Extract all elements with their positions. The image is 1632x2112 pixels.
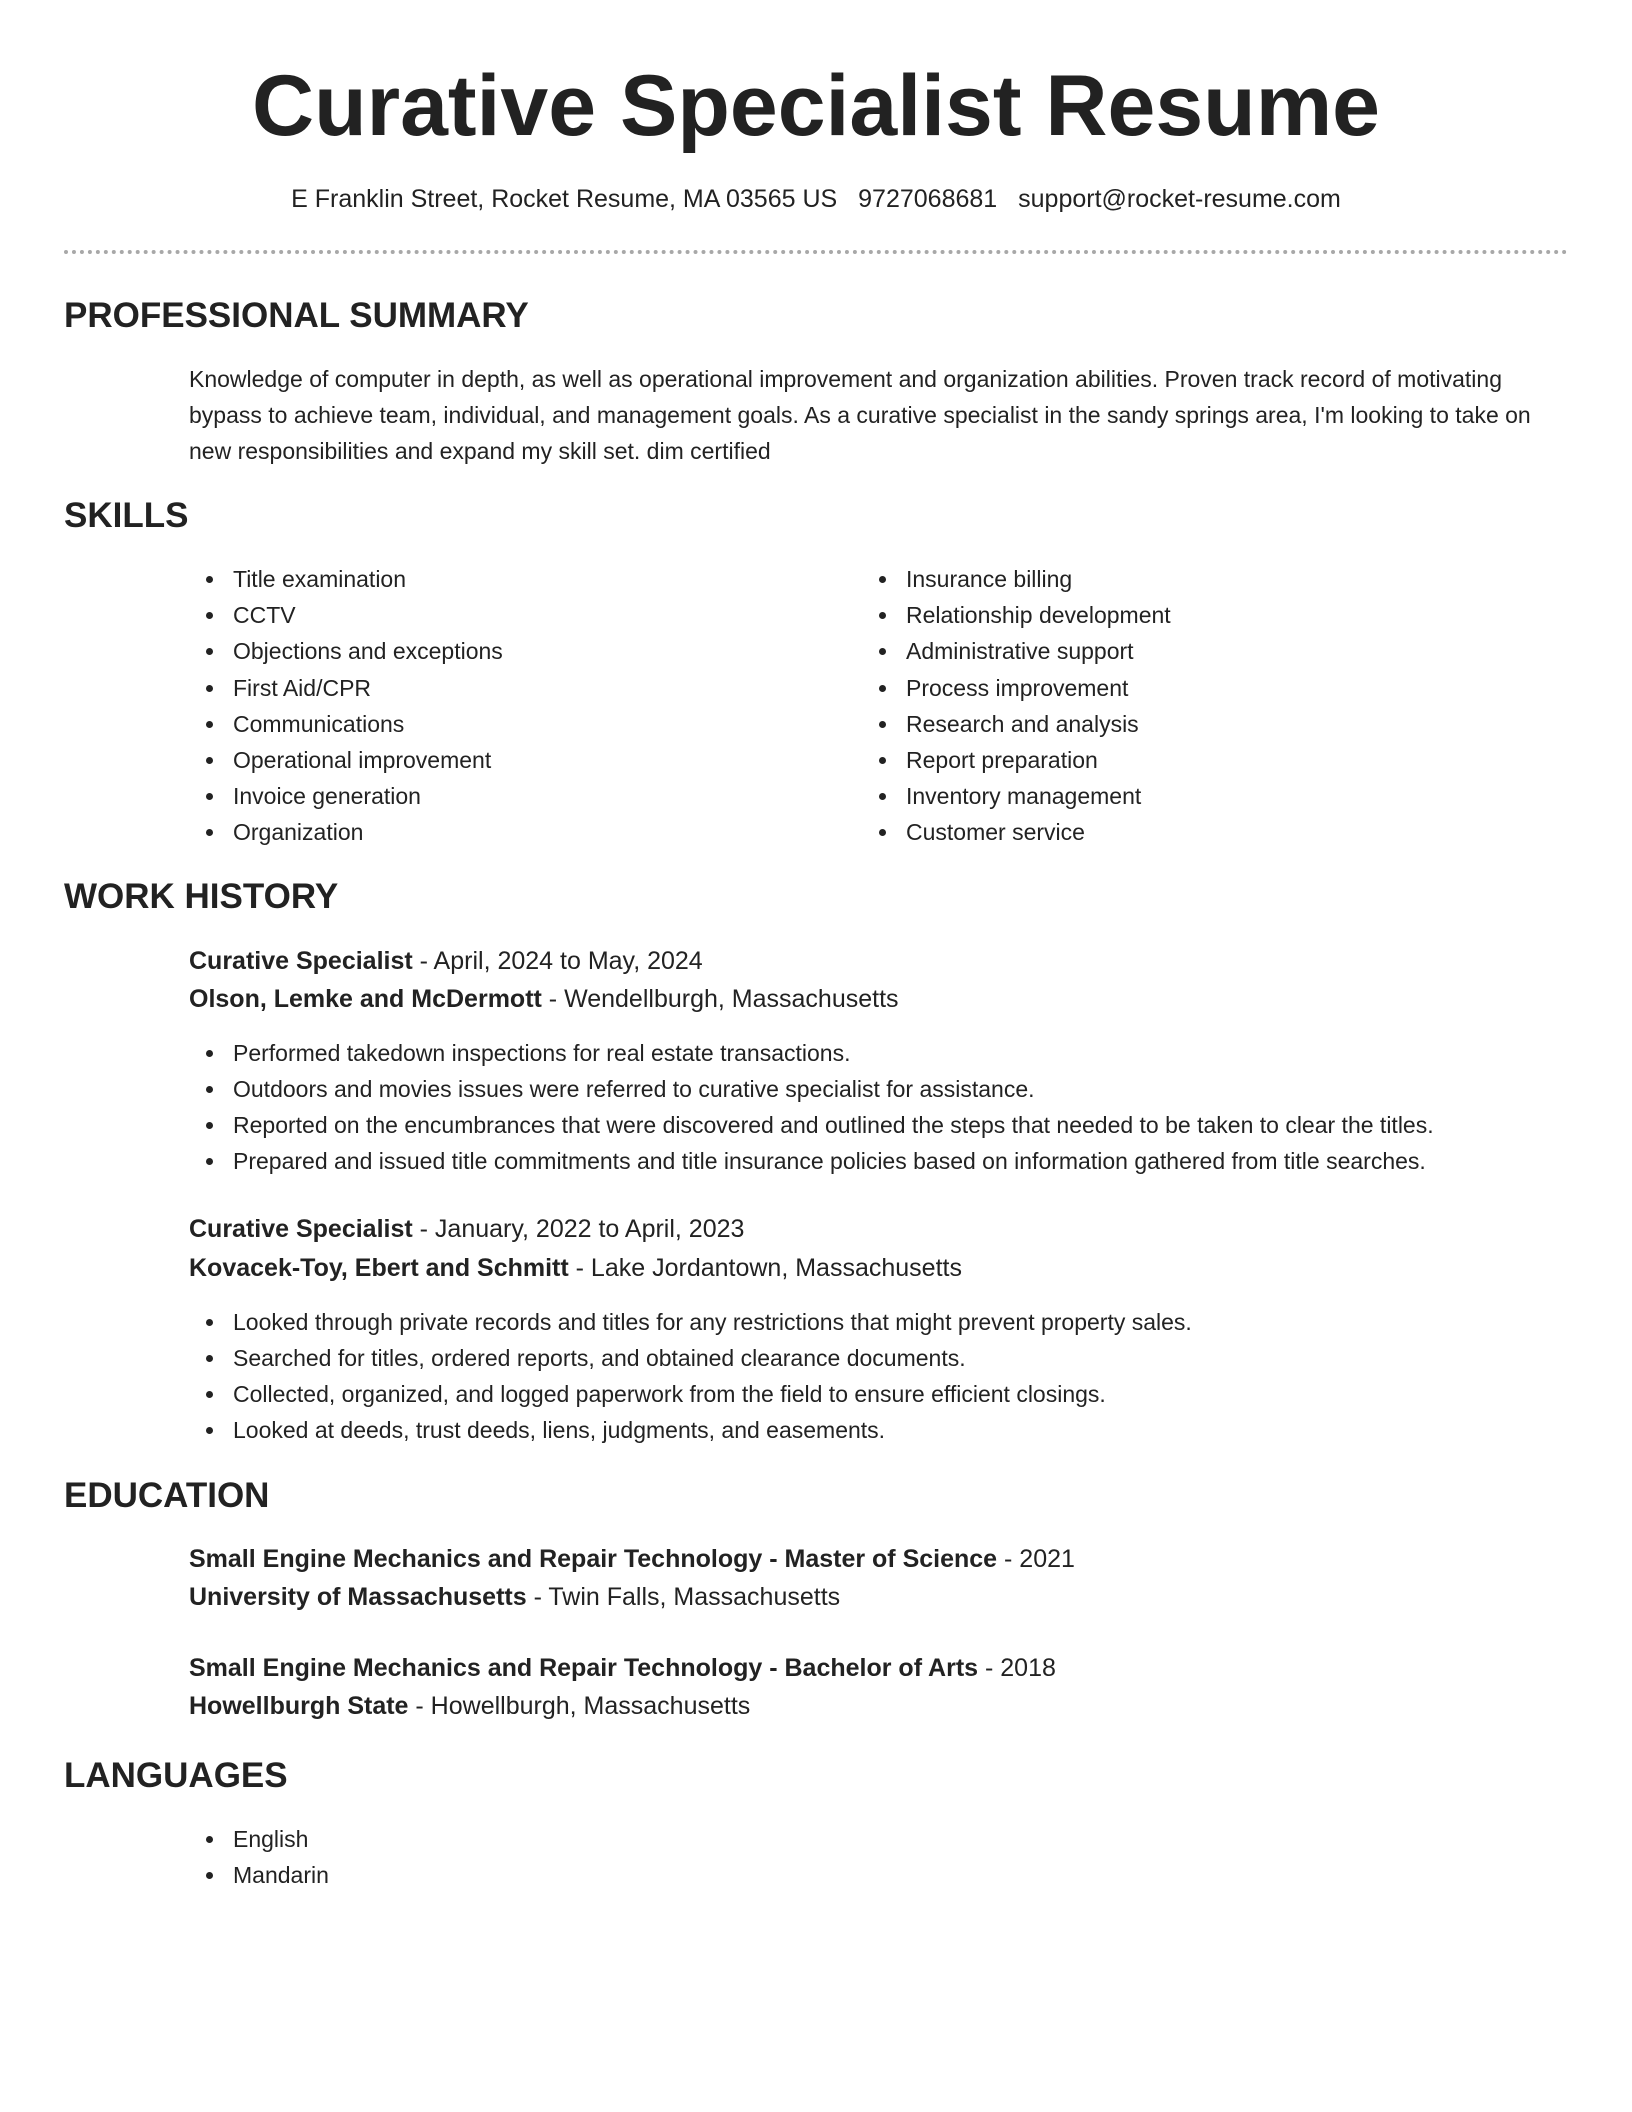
education-school-line (189, 1688, 750, 1724)
language-item: English (189, 1821, 1569, 1857)
skill-item: Operational improvement (189, 742, 829, 778)
summary-heading: PROFESSIONAL SUMMARY (64, 296, 529, 335)
job-company: Kovacek-Toy, Ebert and Schmitt (189, 1254, 569, 1282)
bullet-icon (879, 793, 886, 800)
job-dates: - January, 2022 to April, 2023 (412, 1215, 745, 1243)
education-school: University of Massachusetts (189, 1583, 527, 1611)
bullet-icon (206, 612, 213, 619)
job-location: - Lake Jordantown, Massachusetts (568, 1254, 962, 1282)
resume-title: Curative Specialist Resume (251, 58, 1381, 154)
skill-item: Customer service (862, 814, 1502, 850)
skill-item: Inventory management (862, 778, 1502, 814)
list-item: Looked through private records and titles for any restrictions that might prevent property sales. (189, 1304, 1569, 1340)
skills-heading: SKILLS (64, 496, 189, 535)
bullet-icon (206, 1355, 213, 1362)
skill-item: Insurance billing (862, 561, 1502, 597)
bullet-icon (206, 1872, 213, 1879)
bullet-icon (206, 1158, 213, 1165)
bullet-icon (206, 1319, 213, 1326)
job-title: Curative Specialist (189, 1215, 413, 1243)
bullet-icon (879, 685, 886, 692)
languages-list (189, 1821, 1569, 1893)
summary-text: Knowledge of computer in depth, as well as operational improvement and organization abilities. Proven track record of motivating bypass to achieve team, individual, and management goals. As a curative specialist in the sandy springs area, I'm looking to take on new responsibilities and expand my skill set. dim certified (189, 366, 1531, 464)
education-degree: Small Engine Mechanics and Repair Technology - Master of Science (189, 1545, 998, 1573)
education-degree-line (189, 1541, 1075, 1577)
bullet-icon (879, 757, 886, 764)
job-location: - Wendellburgh, Massachusetts (541, 985, 899, 1013)
education-year: - 2018 (978, 1654, 1056, 1682)
skill-item: Process improvement (862, 670, 1502, 706)
contact-email: support@rocket-resume.com (1018, 185, 1341, 213)
bullet-icon (206, 721, 213, 728)
bullet-icon (206, 576, 213, 583)
bullet-icon (206, 1427, 213, 1434)
language-item: Mandarin (189, 1857, 1569, 1893)
list-item: Outdoors and movies issues were referred to curative specialist for assistance. (189, 1071, 1569, 1107)
job-company-line (189, 1250, 962, 1286)
skill-item: First Aid/CPR (189, 670, 829, 706)
education-year: - 2021 (997, 1545, 1075, 1573)
bullet-icon (879, 576, 886, 583)
bullet-icon (206, 1836, 213, 1843)
education-degree: Small Engine Mechanics and Repair Technology - Bachelor of Arts (189, 1654, 979, 1682)
job-dates: - April, 2024 to May, 2024 (412, 947, 703, 975)
job-title: Curative Specialist (189, 947, 413, 975)
bullet-icon (879, 648, 886, 655)
education-heading: EDUCATION (64, 1476, 270, 1515)
work-heading: WORK HISTORY (64, 877, 339, 916)
skills-list-right (862, 561, 1502, 851)
skill-item: Organization (189, 814, 829, 850)
education-location: - Twin Falls, Massachusetts (526, 1583, 841, 1611)
skill-item: Invoice generation (189, 778, 829, 814)
bullet-icon (206, 1086, 213, 1093)
bullet-icon (879, 829, 886, 836)
bullet-icon (206, 793, 213, 800)
header-divider (64, 250, 1568, 254)
list-item: Reported on the encumbrances that were discovered and outlined the steps that needed to be taken to clear the titles. (189, 1107, 1569, 1143)
skill-item: Report preparation (862, 742, 1502, 778)
education-school-line (189, 1579, 840, 1615)
contact-address: E Franklin Street, Rocket Resume, MA 03565 US (291, 185, 838, 213)
skill-item: Research and analysis (862, 706, 1502, 742)
list-item: Prepared and issued title commitments and title insurance policies based on information gathered from title searches. (189, 1143, 1569, 1179)
bullet-icon (206, 1391, 213, 1398)
skill-item: Communications (189, 706, 829, 742)
skill-item: Objections and exceptions (189, 633, 829, 669)
languages-heading: LANGUAGES (64, 1756, 288, 1795)
list-item: Collected, organized, and logged paperwork from the field to ensure efficient closings. (189, 1376, 1569, 1412)
job-company: Olson, Lemke and McDermott (189, 985, 542, 1013)
bullet-icon (879, 612, 886, 619)
bullet-icon (206, 829, 213, 836)
bullet-icon (206, 648, 213, 655)
education-degree-line (189, 1650, 1056, 1686)
contact-phone: 9727068681 (858, 185, 998, 213)
list-item: Performed takedown inspections for real estate transactions. (189, 1035, 1569, 1071)
skill-item: Administrative support (862, 633, 1502, 669)
bullet-icon (879, 721, 886, 728)
job-company-line (189, 981, 899, 1017)
list-item: Looked at deeds, trust deeds, liens, judgments, and easements. (189, 1412, 1569, 1448)
skill-item: Relationship development (862, 597, 1502, 633)
bullet-icon (206, 1050, 213, 1057)
skill-item: CCTV (189, 597, 829, 633)
skill-item: Title examination (189, 561, 829, 597)
education-school: Howellburgh State (189, 1692, 409, 1720)
bullet-icon (206, 1122, 213, 1129)
education-location: - Howellburgh, Massachusetts (408, 1692, 751, 1720)
bullet-icon (206, 757, 213, 764)
contact-line (0, 182, 1632, 216)
list-item: Searched for titles, ordered reports, and obtained clearance documents. (189, 1340, 1569, 1376)
job-title-line (189, 1211, 744, 1247)
job-bullets (189, 1035, 1569, 1179)
skills-list-left (189, 561, 829, 851)
bullet-icon (206, 685, 213, 692)
job-title-line (189, 943, 703, 979)
job-bullets (189, 1304, 1569, 1448)
